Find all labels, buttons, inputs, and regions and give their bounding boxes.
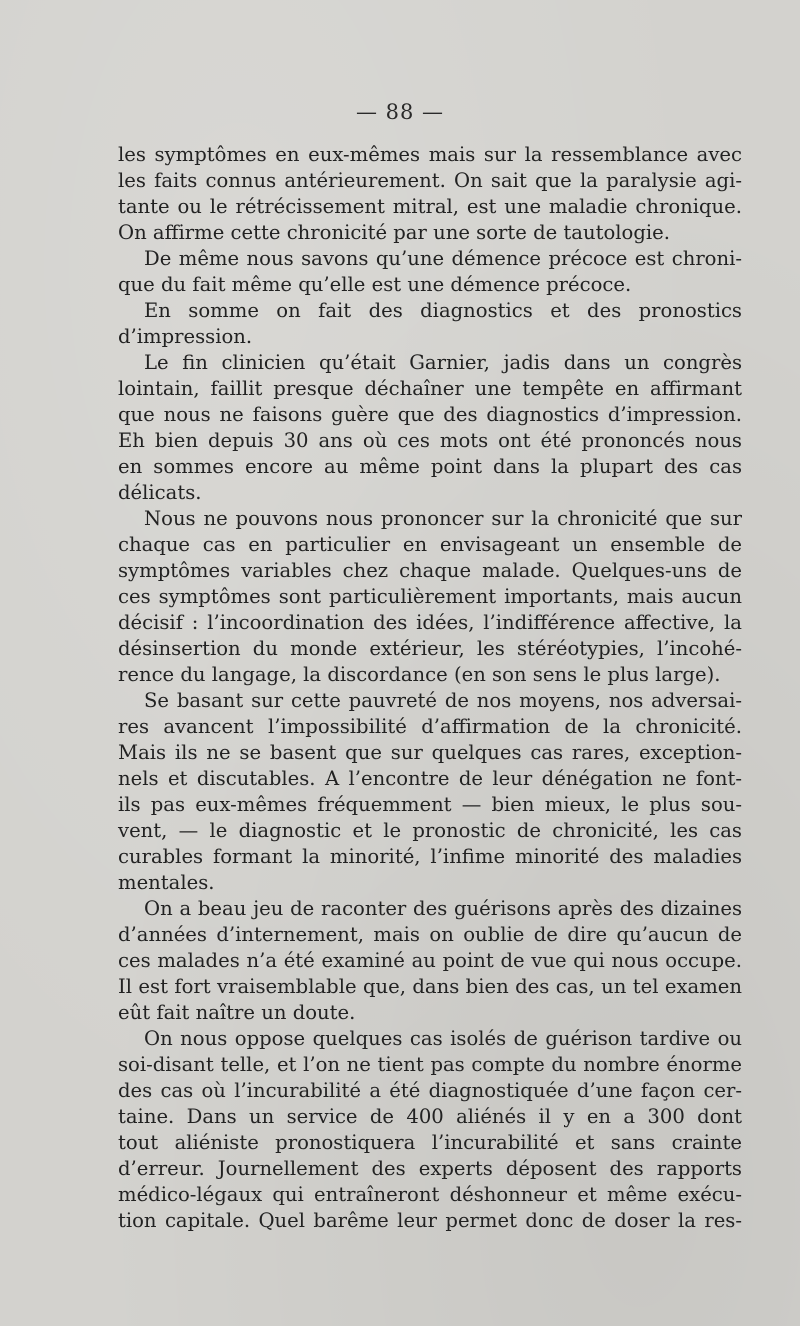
text-line: Mais ils ne se basent que sur quelques cas rares, exception- <box>118 741 742 764</box>
text-line: ils pas eux-mêmes fréquemment — bien mieux, le plus sou- <box>118 793 742 816</box>
text-line: soi-disant telle, et l’on ne tient pas compte du nombre énorme <box>118 1053 742 1076</box>
text-line: les symptômes en eux-mêmes mais sur la ressemblance avec <box>118 143 742 166</box>
text-line: tion capitale. Quel barême leur permet donc de doser la res- <box>118 1209 742 1232</box>
text-line: Le fin clinicien qu’était Garnier, jadis dans un congrès <box>144 351 742 374</box>
text-line: d’années d’internement, mais on oublie de dire qu’aucun de <box>118 923 742 946</box>
text-line: nels et discutables. A l’encontre de leur dénégation ne font- <box>118 767 742 790</box>
text-line: ces symptômes sont particulièrement importants, mais aucun <box>118 585 742 608</box>
text-line: d’impression. <box>118 325 253 348</box>
text-line: On affirme cette chronicité par une sorte de tautologie. <box>118 221 670 244</box>
text-line: délicats. <box>118 481 202 504</box>
text-line: en sommes encore au même point dans la plupart des cas <box>118 455 742 478</box>
text-line: On a beau jeu de raconter des guérisons après des dizaines <box>144 897 742 920</box>
page-number: — 88 — <box>355 100 445 124</box>
text-line: tout aliéniste pronostiquera l’incurabilité et sans crainte <box>118 1131 742 1154</box>
text-line: taine. Dans un service de 400 aliénés il y en a 300 dont <box>118 1105 742 1128</box>
text-line: vent, — le diagnostic et le pronostic de chronicité, les cas <box>118 819 742 842</box>
text-line: des cas où l’incurabilité a été diagnostiquée d’une façon cer- <box>118 1079 742 1102</box>
text-line: On nous oppose quelques cas isolés de guérison tardive ou <box>144 1027 742 1050</box>
text-line: Il est fort vraisemblable que, dans bien des cas, un tel examen <box>118 975 742 998</box>
text-line: que nous ne faisons guère que des diagnostics d’impression. <box>118 403 742 426</box>
text-line: les faits connus antérieurement. On sait que la paralysie agi- <box>118 169 742 192</box>
text-line: res avancent l’impossibilité d’affirmation de la chronicité. <box>118 715 742 738</box>
body-text <box>118 142 742 1234</box>
text-line: curables formant la minorité, l’infime minorité des maladies <box>118 845 742 868</box>
text-line: symptômes variables chez chaque malade. Quelques-uns de <box>118 559 742 582</box>
text-line: lointain, faillit presque déchaîner une tempête en affirmant <box>118 377 742 400</box>
text-line: Nous ne pouvons nous prononcer sur la chronicité que sur <box>144 507 742 530</box>
text-line: décisif : l’incoordination des idées, l’indifférence affective, la <box>118 611 742 634</box>
text-line: désinsertion du monde extérieur, les stéréotypies, l’incohé- <box>118 637 742 660</box>
text-line: De même nous savons qu’une démence précoce est chroni- <box>144 247 742 270</box>
text-line: Se basant sur cette pauvreté de nos moyens, nos adversai- <box>144 689 742 712</box>
text-line: En somme on fait des diagnostics et des pronostics <box>144 299 742 322</box>
text-line: Eh bien depuis 30 ans où ces mots ont été prononcés nous <box>118 429 742 452</box>
text-line: rence du langage, la discordance (en son sens le plus large). <box>118 663 721 686</box>
text-line: tante ou le rétrécissement mitral, est une maladie chronique. <box>118 195 742 218</box>
text-line: chaque cas en particulier en envisageant un ensemble de <box>118 533 742 556</box>
text-line: mentales. <box>118 871 215 894</box>
text-line: eût fait naître un doute. <box>118 1001 356 1024</box>
text-line: que du fait même qu’elle est une démence précoce. <box>118 273 632 296</box>
text-line: médico-légaux qui entraîneront déshonneur et même exécu- <box>118 1183 742 1206</box>
text-line: d’erreur. Journellement des experts déposent des rapports <box>118 1157 742 1180</box>
text-line: ces malades n’a été examiné au point de vue qui nous occupe. <box>118 949 742 972</box>
